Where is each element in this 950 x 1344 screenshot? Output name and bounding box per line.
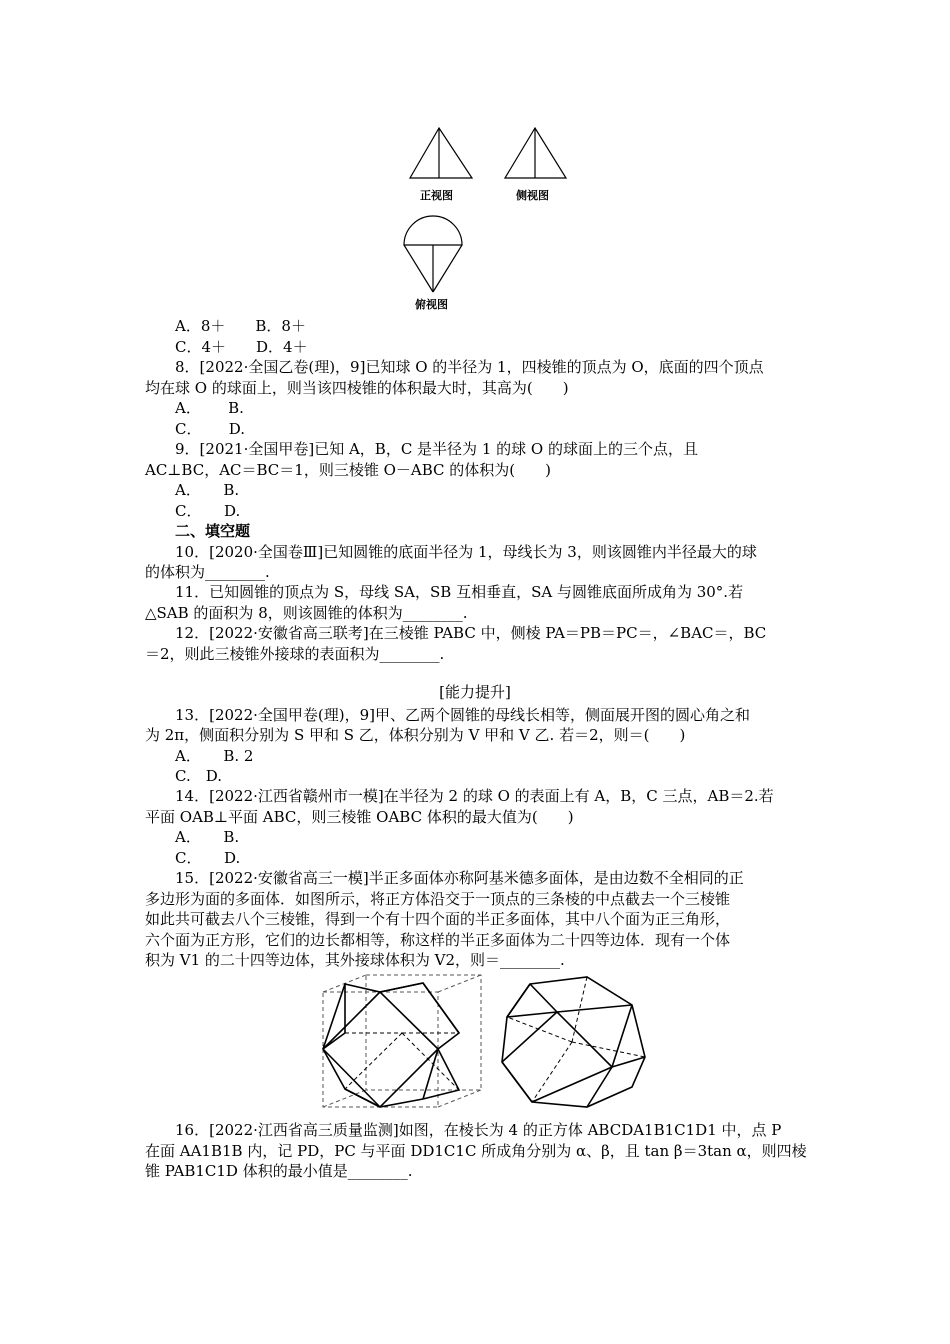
front-view-label: 正视图	[420, 189, 453, 202]
q7-options-2: C．4＋ D．4＋	[175, 338, 308, 356]
q14-line-2: 平面 OAB⊥平面 ABC，则三棱锥 OABC 体积的最大值为( )	[145, 808, 574, 826]
q16-line-1: 16．[2022·江西省高三质量监测]如图，在棱长为 4 的正方体 ABCDA1B1C1D1 中，点 P	[175, 1121, 782, 1139]
q15-line-4: 六个面为正方形，它们的边长都相等，称这样的半正多面体为二十四等边体．现有一个体	[145, 931, 731, 949]
q15-line-3: 如此共可截去八个三棱锥，得到一个有十四个面的半正多面体，其中八个面为正三角形，	[145, 910, 731, 928]
q10-line-1: 10．[2020·全国卷Ⅲ]已知圆锥的底面半径为 1，母线长为 3，则该圆锥内半径最大的球	[175, 543, 757, 561]
q15-line-2: 多边形为面的多面体．如图所示，将正方体沿交于一顶点的三条棱的中点截去一个三棱锥	[145, 890, 731, 908]
q14-line-1: 14．[2022·江西省赣州市一模]在半径为 2 的球 O 的表面上有 A，B，C 三点，AB＝2.若	[175, 787, 774, 805]
top-view-figure	[398, 205, 468, 300]
q11-line-2: △SAB 的面积为 8，则该圆锥的体积为________.	[145, 604, 468, 622]
side-view-label: 侧视图	[516, 189, 549, 202]
q14-options-2: C． D.	[175, 849, 241, 867]
q9-line-2: AC⊥BC，AC＝BC＝1，则三棱锥 O－ABC 的体积为( )	[145, 461, 551, 479]
q8-line-1: 8．[2022·全国乙卷(理)，9]已知球 O 的半径为 1，四棱锥的顶点为 O，底面的四个顶点	[175, 358, 764, 376]
q15-line-5: 积为 V1 的二十四等边体，其外接球体积为 V2，则＝________.	[145, 951, 565, 969]
q10-line-2: 的体积为________.	[145, 563, 270, 581]
q16-line-3: 锥 PAB1C1D 体积的最小值是________.	[145, 1162, 413, 1180]
q13-line-2: 为 2π，侧面积分别为 S 甲和 S 乙，体积分别为 V 甲和 V 乙. 若＝2，则＝( )	[145, 726, 686, 744]
q8-line-2: 均在球 O 的球面上，则当该四棱锥的体积最大时，其高为( )	[145, 379, 569, 397]
q9-options-1: A． B.	[175, 481, 240, 499]
q13-options-1: A． B. 2	[175, 747, 254, 765]
q9-options-2: C． D.	[175, 502, 241, 520]
top-view-label: 俯视图	[415, 298, 448, 311]
q9-line-1: 9．[2021·全国甲卷]已知 A，B，C 是半径为 1 的球 O 的球面上的三个点，且	[175, 440, 698, 458]
q12-line-2: ＝2，则此三棱锥外接球的表面积为________.	[145, 645, 445, 663]
cuboctahedron-in-cube-figure	[318, 972, 488, 1122]
q7-options-1: A．8＋ B．8＋	[175, 317, 306, 335]
section-title-fill-in: 二、填空题	[175, 522, 251, 540]
ability-section-title: [能力提升]	[439, 683, 511, 701]
q13-line-1: 13．[2022·全国甲卷(理)，9]甲、乙两个圆锥的母线长相等，侧面展开图的圆心角之和	[175, 706, 750, 724]
q16-line-2: 在面 AA1B1B 内，记 PD，PC 与平面 DD1C1C 所成角分别为 α、β，且 tan β＝3tan α，则四棱	[145, 1142, 807, 1160]
cuboctahedron-figure	[492, 972, 652, 1122]
q12-line-1: 12．[2022·安徽省高三联考]在三棱锥 PABC 中，侧棱 PA＝PB＝PC＝，∠BAC＝，BC	[175, 624, 767, 642]
q11-line-1: 11．已知圆锥的顶点为 S，母线 SA，SB 互相垂直，SA 与圆锥底面所成角为 30°.若	[175, 583, 744, 601]
q8-options-2: C． D.	[175, 420, 246, 438]
q13-options-2: C. D.	[175, 767, 222, 785]
side-view-figure	[500, 122, 580, 182]
q8-options-1: A． B.	[175, 399, 244, 417]
q15-line-1: 15．[2022·安徽省高三一模]半正多面体亦称阿基米德多面体，是由边数不全相同的正	[175, 869, 744, 887]
front-view-figure	[405, 122, 485, 182]
q14-options-1: A． B.	[175, 828, 240, 846]
